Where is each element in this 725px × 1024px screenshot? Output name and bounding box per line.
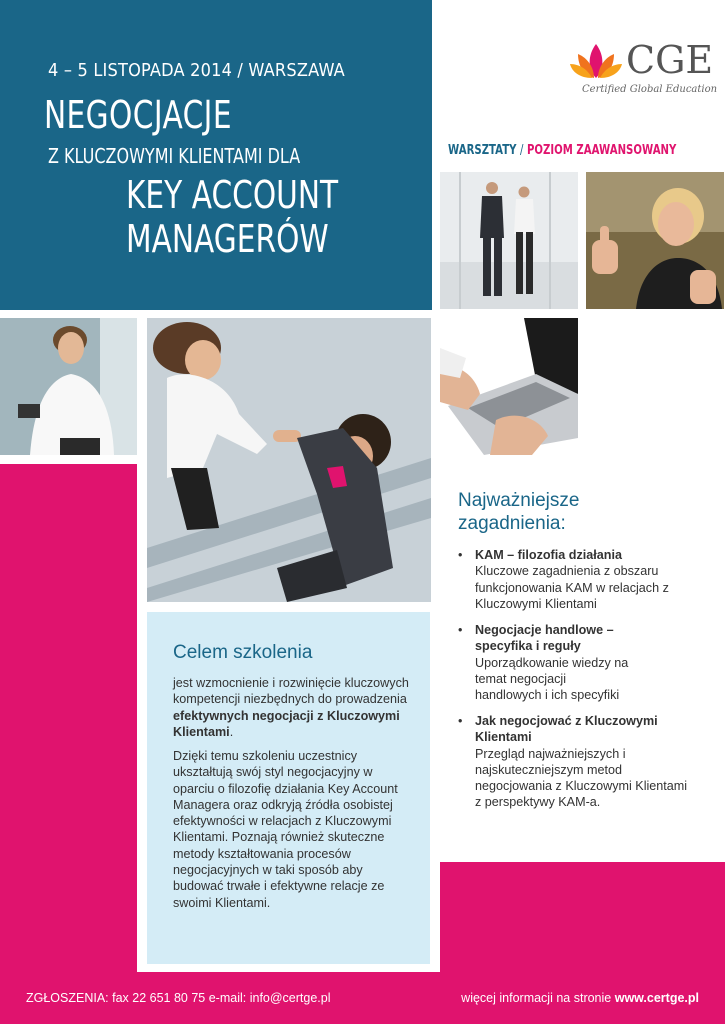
bullet-icon: • (458, 623, 463, 637)
goal-paragraph-1 (173, 675, 413, 740)
topic-description: Kluczowe zagadnienia z obszaru funkcjonowania KAM w relacjach z Kluczowymi Klientami (475, 564, 669, 611)
topics-heading: Najważniejsze zagadnienia: (458, 490, 580, 534)
photo-woman-thumbs-up (586, 172, 724, 309)
workshop-level (448, 143, 676, 158)
goal-p1-end: . (229, 724, 234, 739)
footer-contact: ZGŁOSZENIA: fax 22 651 80 75 e-mail: info@certge.pl (26, 991, 331, 1005)
goal-heading: Celem szkolenia (173, 642, 313, 663)
photo-business-people-walking (440, 172, 578, 309)
workshop-type: WARSZTATY (448, 143, 517, 158)
bullet-icon: • (458, 548, 463, 562)
workshop-level-label: POZIOM ZAAWANSOWANY (526, 143, 677, 158)
logo-wordmark: CGE (626, 38, 714, 82)
pink-accent-block-left (0, 464, 137, 972)
title-line-4: MANAGERÓW (126, 217, 329, 261)
logo-tagline: Certified Global Education (582, 84, 718, 95)
pink-accent-block-right (440, 862, 725, 972)
title-line-2: Z KLUCZOWYMI KLIENTAMI DLA (48, 144, 301, 168)
goal-paragraph-2: Dzięki temu szkoleniu uczestnicy ukształtują swój styl negocjacyjny w oparciu o filozofię działania Key Account Managera oraz odkryją źródła osobistej efektywności w relacjach z Kluczowymi Klientami. Poznają również skuteczne metody kształtowania procesów negocjacyjnych w taki sposób aby budować trwałe i efektywne relacje ze swoimi Klientami. (173, 749, 398, 910)
title-line-1: NEGOCJACJE (44, 93, 232, 137)
photo-hands-on-laptop (440, 318, 578, 455)
topic-description: Uporządkowanie wiedzy na temat negocjacji handlowych i ich specyfiki (475, 655, 629, 703)
footer-info-text: więcej informacji na stronie (461, 991, 615, 1005)
title-line-3: KEY ACCOUNT (126, 173, 339, 217)
goal-p1-bold: efektywnych negocjacji z Kluczowymi Klientami (173, 708, 400, 739)
workshop-separator: / (520, 143, 524, 158)
photo-business-handshake (147, 318, 431, 602)
footer-info (461, 991, 699, 1005)
topic-item (458, 547, 708, 612)
goal-p1-start: jest wzmocnienie i rozwinięcie kluczowych kompetencji niezbędnych do prowadzenia (173, 676, 409, 707)
topic-item (458, 622, 633, 703)
bullet-icon: • (458, 714, 463, 728)
topic-title: Jak negocjować z Kluczowymi Klientami (475, 714, 658, 745)
topic-title: KAM – filozofia działania (475, 548, 622, 562)
photo-businesswoman-tablet (0, 318, 137, 455)
footer-website-link[interactable]: www.certge.pl (614, 991, 699, 1005)
event-date-location: 4 – 5 LISTOPADA 2014 / WARSZAWA (48, 60, 345, 81)
topic-description: Przegląd najważniejszych i najskuteczniejszym metod negocjowania z Kluczowymi Klientami z perspektywy KAM-a. (475, 746, 688, 810)
lotus-logo-icon (570, 40, 622, 80)
topic-title: Negocjacje handlowe – specyfika i reguły (475, 623, 614, 654)
topic-item (458, 713, 690, 811)
